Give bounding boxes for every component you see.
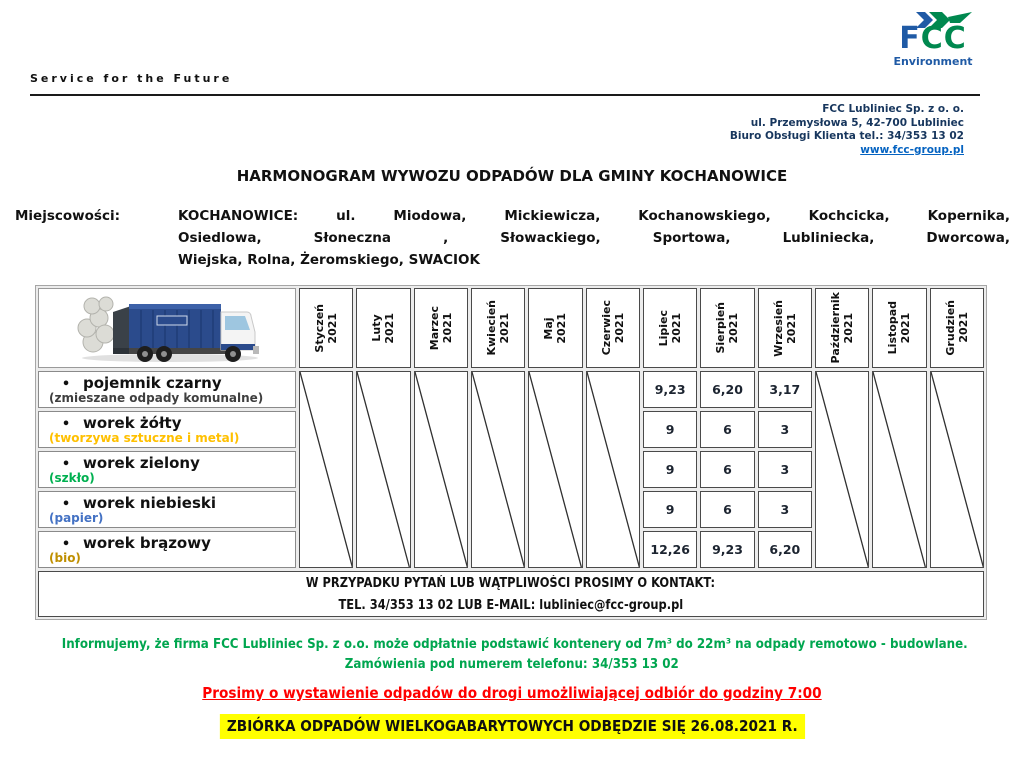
value-cell: 9,23 <box>700 531 754 568</box>
locations-line: Osiedlowa, Słoneczna , Słowackiego, Sportowa, Lubliniecka, Dworcowa, <box>178 230 1010 246</box>
month-header-grudzien: Grudzień 2021 <box>930 288 984 368</box>
company-tagline: Service for the Future <box>30 72 233 85</box>
logo-letter-f: F <box>899 21 921 56</box>
company-website-link[interactable]: www.fcc-group.pl <box>860 143 964 156</box>
company-name: FCC Lubliniec Sp. z o. o. <box>822 103 964 115</box>
value-cell: 9 <box>643 451 697 488</box>
value-cell: 6,20 <box>700 371 754 408</box>
no-collection-column-pazdziernik <box>815 371 869 568</box>
no-collection-column-marzec <box>414 371 468 568</box>
value-cell: 6 <box>700 451 754 488</box>
page-title: HARMONOGRAM WYWOZU ODPADÓW DLA GMINY KOCHANOWICE <box>236 167 788 185</box>
bullet-icon: • <box>61 417 71 432</box>
value-cell: 3 <box>758 451 812 488</box>
value-cell: 6,20 <box>758 531 812 568</box>
header-divider <box>30 94 980 96</box>
month-header-wrzesien: Wrzesień 2021 <box>758 288 812 368</box>
waste-schedule-table <box>35 285 987 620</box>
value-cell: 3,17 <box>758 371 812 408</box>
container-rental-line-1: Informujemy, że firma FCC Lubliniec Sp. z o.o. może odpłatnie podstawić kontenery od 7m³ do 22m³ na odpady remotowo - budowlane. <box>61 636 968 652</box>
month-header-maj: Maj 2021 <box>528 288 582 368</box>
bulky-waste-notice: ZBIÓRKA ODPADÓW WIELKOGABARYTOWYCH ODBĘDZIE SIĘ 26.08.2021 R. <box>0 714 1024 739</box>
locations-text <box>178 205 1010 271</box>
row-sublabel: (papier) <box>49 511 104 525</box>
logo-letter-c1: C <box>920 21 944 56</box>
locations-block <box>15 205 1010 271</box>
locations-line: KOCHANOWICE: ul. Miodowa, Mickiewicza, Kochanowskiego, Kochcicka, Kopernika, <box>178 208 1010 224</box>
value-cell: 9 <box>643 411 697 448</box>
row-label-pojemnik-czarny: • pojemnik czarny (zmieszane odpady komunalne) <box>38 371 296 408</box>
no-collection-column-grudzien <box>930 371 984 568</box>
month-header-luty: Luty 2021 <box>356 288 410 368</box>
no-collection-column-styczen <box>299 371 353 568</box>
row-sublabel: (szkło) <box>49 471 95 485</box>
value-cell: 9,23 <box>643 371 697 408</box>
bullet-icon: • <box>61 497 71 512</box>
no-collection-column-luty <box>356 371 410 568</box>
value-cell: 6 <box>700 411 754 448</box>
row-sublabel: (tworzywa sztuczne i metal) <box>49 431 240 445</box>
month-header-kwiecien: Kwiecień 2021 <box>471 288 525 368</box>
no-collection-column-maj <box>528 371 582 568</box>
bullet-icon: • <box>61 377 71 392</box>
month-header-lipiec: Lipiec 2021 <box>643 288 697 368</box>
company-address-block <box>730 103 964 157</box>
month-header-sierpien: Sierpień 2021 <box>700 288 754 368</box>
row-sublabel: (zmieszane odpady komunalne) <box>49 391 264 405</box>
month-header-marzec: Marzec 2021 <box>414 288 468 368</box>
logo-environment-label: Environment <box>893 55 973 68</box>
value-cell: 9 <box>643 491 697 528</box>
bullet-icon: • <box>61 537 71 552</box>
month-header-listopad: Listopad 2021 <box>872 288 926 368</box>
month-header-styczen: Styczeń 2021 <box>299 288 353 368</box>
value-cell: 6 <box>700 491 754 528</box>
no-collection-column-listopad <box>872 371 926 568</box>
garbage-truck-image <box>38 288 296 368</box>
contact-line-1: W PRZYPADKU PYTAŃ LUB WĄTPLIWOŚCI PROSIMY O KONTAKT: <box>306 575 716 591</box>
container-rental-notice <box>0 634 1024 674</box>
no-collection-column-czerwiec <box>586 371 640 568</box>
garbage-pile <box>78 297 114 352</box>
put-out-by-7-notice: Prosimy o wystawienie odpadów do drogi umożliwiającej odbiór do godziny 7:00 <box>202 684 822 702</box>
contact-line-2: TEL. 34/353 13 02 LUB E-MAIL: lubliniec@fcc-group.pl <box>338 597 684 613</box>
month-header-czerwiec: Czerwiec 2021 <box>586 288 640 368</box>
row-label-worek-zolty: • worek żółty (tworzywa sztuczne i metal) <box>38 411 296 448</box>
company-phone: Biuro Obsługi Klienta tel.: 34/353 13 02 <box>729 130 964 142</box>
bullet-icon: • <box>61 457 71 472</box>
month-header-pazdziernik: Październik 2021 <box>815 288 869 368</box>
container-rental-line-2: Zamówienia pod numerem telefonu: 34/353 13 02 <box>344 656 680 672</box>
fcc-logo-letters <box>890 21 976 56</box>
contact-footer <box>38 571 984 617</box>
fcc-logo <box>890 12 976 68</box>
value-cell: 3 <box>758 411 812 448</box>
value-cell: 12,26 <box>643 531 697 568</box>
row-label-worek-zielony: • worek zielony (szkło) <box>38 451 296 488</box>
row-label-worek-brazowy: • worek brązowy (bio) <box>38 531 296 568</box>
locations-label: Miejscowości: <box>15 208 120 224</box>
locations-line: Wiejska, Rolna, Żeromskiego, SWACIOK <box>178 252 480 268</box>
value-cell: 3 <box>758 491 812 528</box>
no-collection-column-kwiecien <box>471 371 525 568</box>
logo-letter-c2: C <box>943 21 967 56</box>
row-label-worek-niebieski: • worek niebieski (papier) <box>38 491 296 528</box>
row-sublabel: (bio) <box>49 551 81 565</box>
company-street: ul. Przemysłowa 5, 42-700 Lubliniec <box>750 116 964 129</box>
